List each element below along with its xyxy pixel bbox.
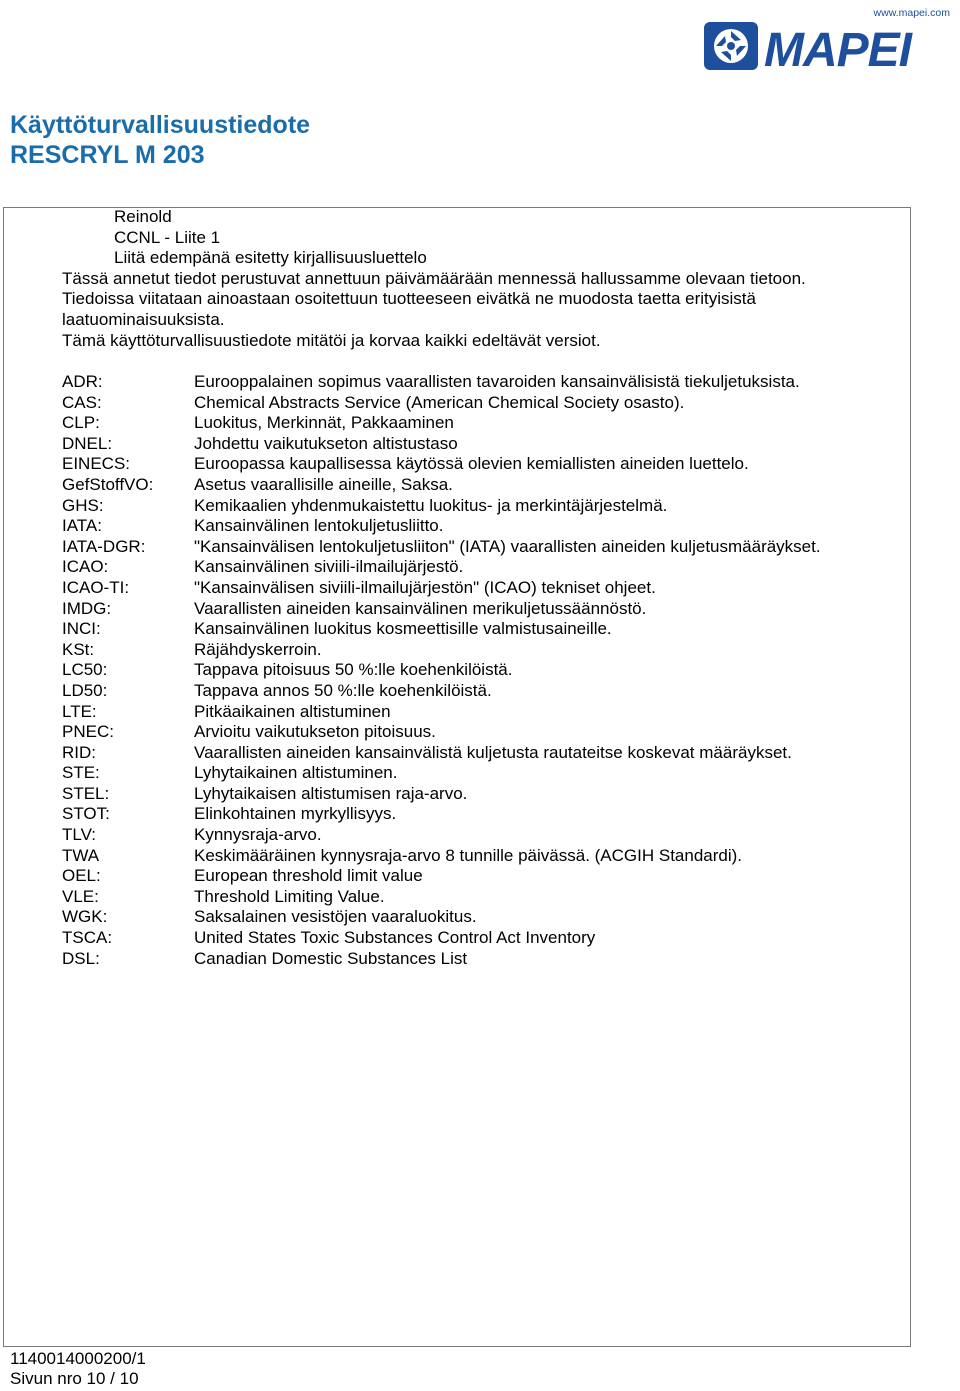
abbreviation-definition: Vaarallisten aineiden kansainvälistä kuljetusta rautateitse koskevat määräykset. bbox=[194, 742, 792, 762]
abbreviation-definition: Luokitus, Merkinnät, Pakkaaminen bbox=[194, 413, 454, 433]
abbreviation-term: TLV: bbox=[62, 825, 97, 845]
abbreviation-definition: Chemical Abstracts Service (American Chemical Society osasto). bbox=[194, 392, 685, 412]
disclaimer-line: Tiedoissa viitataan ainoastaan osoitettuun tuotteeseen eivätkä ne muodosta taetta erityisistä bbox=[62, 289, 756, 308]
mapei-logo bbox=[698, 4, 956, 76]
abbreviation-term: VLE: bbox=[62, 886, 99, 906]
abbreviation-row bbox=[62, 887, 822, 908]
abbreviation-term: TSCA: bbox=[62, 928, 113, 948]
abbreviation-row bbox=[62, 928, 822, 949]
abbreviation-definition: Vaarallisten aineiden kansainvälinen merikuljetussäännöstö. bbox=[194, 598, 647, 618]
abbreviation-term: KSt: bbox=[62, 639, 95, 659]
abbreviation-term: DNEL: bbox=[62, 433, 113, 453]
abbreviation-term: INCI: bbox=[62, 619, 101, 639]
product-name: RESCRYL M 203 bbox=[10, 141, 205, 169]
disclaimer-line: Tässä annetut tiedot perustuvat annettuun päivämäärään mennessä hallussamme olevaan tietoon. bbox=[62, 269, 806, 288]
abbreviation-definition: Keskimääräinen kynnysraja-arvo 8 tunnille päivässä. (ACGIH Standardi). bbox=[194, 845, 743, 865]
abbreviation-term: DSL: bbox=[62, 948, 100, 968]
abbreviation-term: LTE: bbox=[62, 701, 97, 721]
abbreviation-row bbox=[62, 475, 822, 496]
abbreviation-definition: Eurooppalainen sopimus vaarallisten tavaroiden kansainvälisistä tiekuljetuksista. bbox=[194, 372, 800, 391]
abbreviation-row bbox=[62, 599, 822, 620]
abbreviation-term: STE: bbox=[62, 763, 100, 783]
logo-emblem-icon bbox=[704, 22, 758, 70]
abbreviation-term: ICAO: bbox=[62, 557, 109, 577]
abbreviation-definition: Räjähdyskerroin. bbox=[194, 639, 322, 659]
abbreviation-term: CLP: bbox=[62, 413, 100, 433]
abbreviation-definition: Pitkäaikainen altistuminen bbox=[194, 701, 391, 721]
abbreviation-row bbox=[62, 743, 822, 764]
abbreviation-row bbox=[62, 578, 822, 599]
abbreviation-row bbox=[62, 660, 822, 681]
abbreviation-term: GefStoffVO: bbox=[62, 474, 154, 494]
abbreviation-row bbox=[62, 393, 822, 414]
disclaimer-line: laatuominaisuuksista. bbox=[62, 310, 225, 329]
abbreviation-definition: Lyhytaikainen altistuminen. bbox=[194, 763, 398, 783]
abbreviation-term: LC50: bbox=[62, 660, 108, 680]
abbreviation-row bbox=[62, 434, 822, 455]
abbreviation-definition: Kansainvälinen luokitus kosmeettisille valmistusaineille. bbox=[194, 619, 612, 639]
abbreviation-definition: Arvioitu vaikutukseton pitoisuus. bbox=[194, 722, 436, 742]
abbreviation-term: ICAO-TI: bbox=[62, 577, 130, 597]
logo-wordmark: MAPEI bbox=[764, 24, 912, 76]
abbreviation-list bbox=[62, 372, 822, 969]
abbreviation-term: STOT: bbox=[62, 804, 110, 824]
abbreviation-definition: Kansainvälinen lentokuljetusliitto. bbox=[194, 516, 444, 536]
disclaimer-line: Tämä käyttöturvallisuustiedote mitätöi ja korvaa kaikki edeltävät versiot. bbox=[62, 331, 601, 350]
abbreviation-row bbox=[62, 825, 822, 846]
abbreviation-definition: Euroopassa kaupallisessa käytössä olevien kemiallisten aineiden luettelo. bbox=[194, 454, 749, 474]
abbreviation-row bbox=[62, 496, 822, 517]
intro-line: Liitä edempänä esitetty kirjallisuusluettelo bbox=[114, 248, 427, 267]
abbreviation-definition: Threshold Limiting Value. bbox=[194, 886, 385, 906]
abbreviation-row bbox=[62, 372, 822, 393]
abbreviation-definition: European threshold limit value bbox=[194, 866, 423, 886]
abbreviation-definition: Kynnysraja-arvo. bbox=[194, 825, 322, 845]
abbreviation-definition: Canadian Domestic Substances List bbox=[194, 948, 468, 968]
abbreviation-term: OEL: bbox=[62, 866, 101, 886]
abbreviation-row bbox=[62, 702, 822, 723]
abbreviation-row bbox=[62, 557, 822, 578]
abbreviation-row bbox=[62, 681, 822, 702]
abbreviation-term: GHS: bbox=[62, 495, 104, 515]
abbreviation-definition: "Kansainvälisen siviili-ilmailujärjestön" (ICAO) tekniset ohjeet. bbox=[194, 577, 656, 597]
abbreviation-term: WGK: bbox=[62, 907, 108, 927]
abbreviation-definition: Tappava pitoisuus 50 %:lle koehenkilöistä. bbox=[194, 660, 513, 680]
intro-line: CCNL - Liite 1 bbox=[114, 228, 221, 247]
abbreviation-row bbox=[62, 454, 822, 475]
abbreviation-row bbox=[62, 949, 822, 970]
abbreviation-term: TWA bbox=[62, 845, 100, 865]
abbreviation-definition: Kemikaalien yhdenmukaistettu luokitus- ja merkintäjärjestelmä. bbox=[194, 495, 668, 515]
abbreviation-row bbox=[62, 640, 822, 661]
intro-line: Reinold bbox=[114, 207, 172, 226]
abbreviation-term: RID: bbox=[62, 742, 96, 762]
page-number: Sivun nro 10 / 10 bbox=[10, 1369, 139, 1388]
abbreviation-row bbox=[62, 413, 822, 434]
abbreviation-definition: United States Toxic Substances Control Act Inventory bbox=[194, 928, 596, 948]
abbreviation-definition: Johdettu vaikutukseton altistustaso bbox=[194, 433, 458, 453]
abbreviation-term: ADR: bbox=[62, 372, 103, 391]
abbreviation-term: IATA: bbox=[62, 516, 102, 536]
abbreviation-row bbox=[62, 619, 822, 640]
abbreviation-row bbox=[62, 516, 822, 537]
abbreviation-row bbox=[62, 537, 822, 558]
abbreviation-definition: Kansainvälinen siviili-ilmailujärjestö. bbox=[194, 557, 464, 577]
abbreviation-term: PNEC: bbox=[62, 722, 114, 742]
abbreviation-row bbox=[62, 804, 822, 825]
abbreviation-row bbox=[62, 722, 822, 743]
abbreviation-definition: Tappava annos 50 %:lle koehenkilöistä. bbox=[194, 680, 492, 700]
abbreviation-row bbox=[62, 846, 822, 867]
abbreviation-row bbox=[62, 907, 822, 928]
abbreviation-definition: Lyhytaikaisen altistumisen raja-arvo. bbox=[194, 783, 468, 803]
abbreviation-definition: Asetus vaarallisille aineille, Saksa. bbox=[194, 474, 453, 494]
abbreviation-term: LD50: bbox=[62, 680, 108, 700]
abbreviation-term: STEL: bbox=[62, 783, 110, 803]
abbreviation-definition: "Kansainvälisen lentokuljetusliiton" (IATA) vaarallisten aineiden kuljetusmääräykset. bbox=[194, 536, 821, 556]
abbreviation-term: CAS: bbox=[62, 392, 102, 412]
abbreviation-definition: Elinkohtainen myrkyllisyys. bbox=[194, 804, 397, 824]
document-title: Käyttöturvallisuustiedote bbox=[10, 111, 311, 139]
abbreviation-row bbox=[62, 866, 822, 887]
abbreviation-row bbox=[62, 784, 822, 805]
document-code: 1140014000200/1 bbox=[10, 1349, 146, 1368]
abbreviation-term: EINECS: bbox=[62, 454, 131, 474]
abbreviation-term: IMDG: bbox=[62, 598, 112, 618]
abbreviation-term: IATA-DGR: bbox=[62, 536, 146, 556]
abbreviation-definition: Saksalainen vesistöjen vaaraluokitus. bbox=[194, 907, 477, 927]
abbreviation-row bbox=[62, 763, 822, 784]
logo-url: www.mapei.com bbox=[873, 7, 950, 19]
